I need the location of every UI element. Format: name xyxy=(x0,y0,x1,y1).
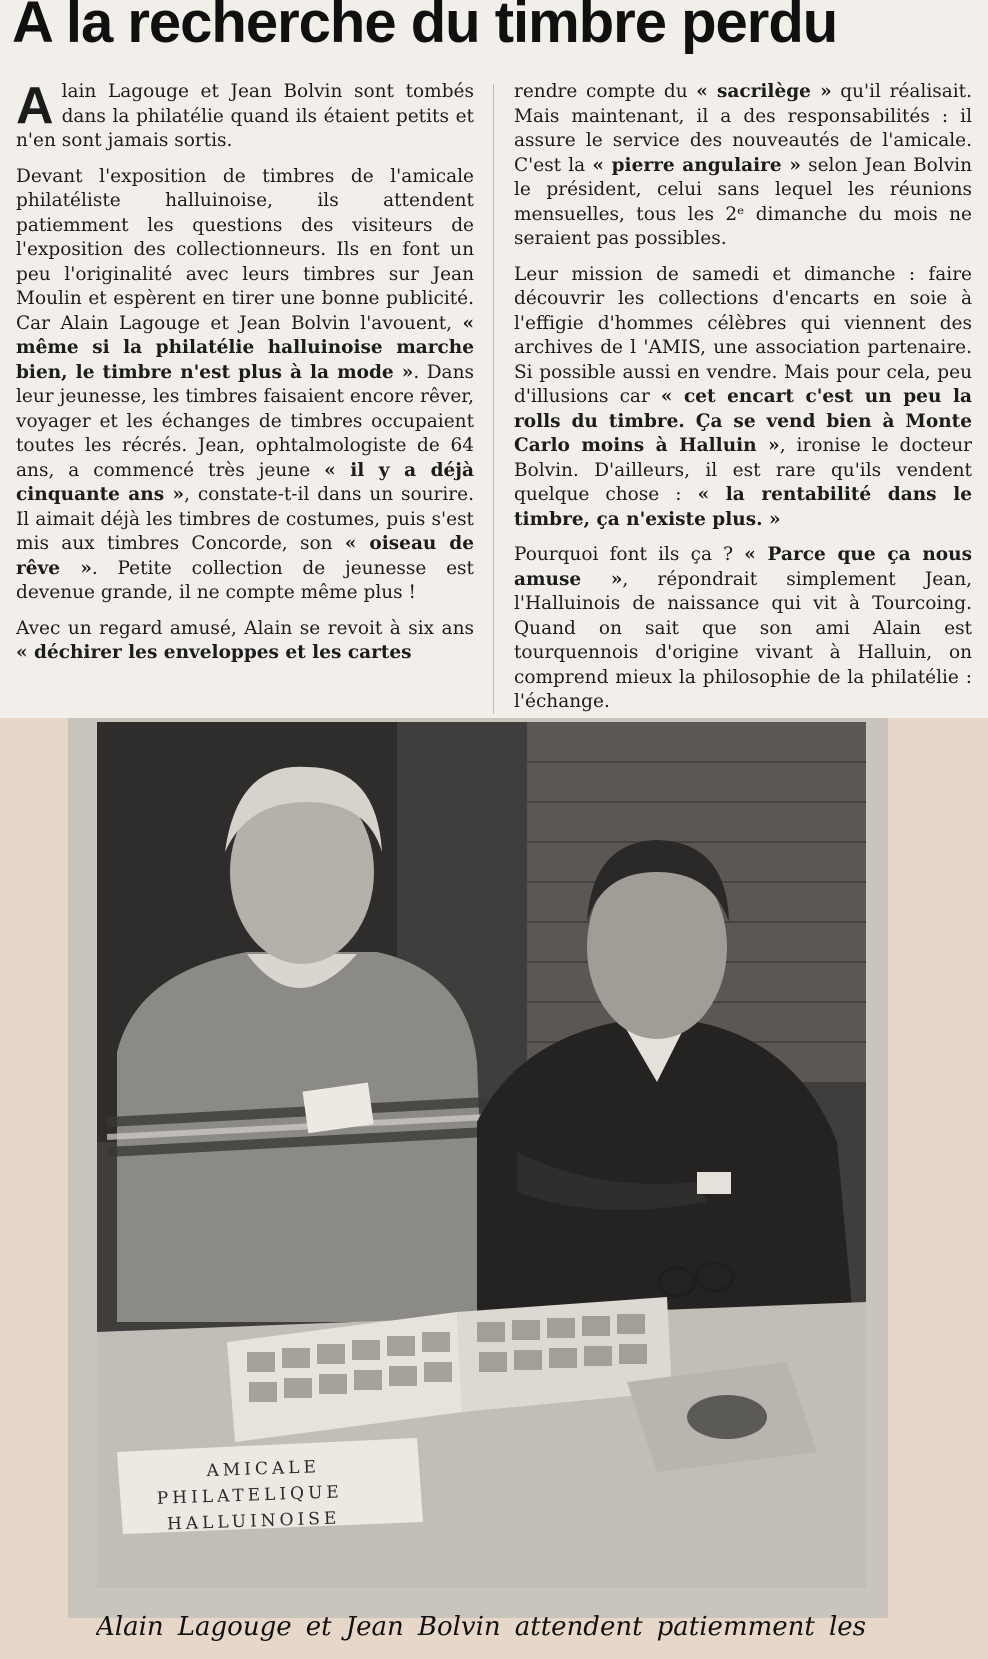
column-divider xyxy=(493,84,494,714)
quote-text: « Parce que ça nous amuse » xyxy=(514,544,972,590)
text-run: qu'il réalisait. Mais maintenant, il a des responsabilités : il assure le service des nouveautés de l'amicale. C'est la xyxy=(514,81,972,176)
paragraph-6 xyxy=(514,543,972,715)
article-headline: A la recherche du timbre perdu xyxy=(12,0,838,55)
text-run: , répondrait simplement Jean, l'Halluinois de naissance qui vit à Tourcoing. Quand on sait que son ami Alain est tourquennois d'origine vivant à Halluin, on comprend mieux la philosophie de la philatélie : l'échange. xyxy=(514,568,973,712)
paragraph-1-text: lain Lagouge et Jean Bolvin sont tombés dans la philatélie quand ils étaient petits et n'en sont jamais sortis. xyxy=(16,81,474,151)
article-column-left xyxy=(16,77,474,677)
quote-text: « pierre angulaire » xyxy=(592,154,801,176)
quote-text: « il y a déjà cinquante ans » xyxy=(16,459,474,505)
article-photo xyxy=(97,722,866,1588)
photo-illustration xyxy=(97,722,866,1588)
sign-line-1: AMICALE xyxy=(206,1457,321,1482)
article-column-right xyxy=(514,80,972,718)
paragraph-4 xyxy=(514,80,972,252)
quote-text: « oiseau de rêve » xyxy=(16,533,474,579)
text-run: Devant l'exposition de timbres de l'amicale philatéliste halluinoise, ils attendent patiemment les questions des visiteurs de l'exposition des collectionneurs. Ils en font un peu l'originalité avec leurs timbres sur Jean Moulin et espèrent en tirer une bonne publicité. Car Alain Lagouge et Jean Bolvin l'avouent, xyxy=(16,165,474,334)
quote-text: « même si la philatélie halluinoise marche bien, le timbre n'est plus à la mode » xyxy=(16,312,474,383)
text-run: . Petite collection de jeunesse est devenue grande, il ne compte même plus ! xyxy=(16,557,474,603)
photo-caption: Alain Lagouge et Jean Bolvin attendent patiemment les xyxy=(96,1612,866,1642)
quote-text: « sacrilège » xyxy=(696,81,832,102)
sign-line-2: PHILATELIQUE xyxy=(156,1482,344,1509)
sign-line-3: HALLUINOISE xyxy=(166,1508,341,1535)
quote-text: « cet encart c'est un peu la rolls du timbre. Ça se vend bien à Monte Carlo moins à Halluin » xyxy=(514,386,972,456)
text-run: , constate-t-il dans un sourire. Il aimait déjà les timbres de costumes, puis s'est mis aux timbres Concorde, son xyxy=(16,484,474,554)
paragraph-3 xyxy=(16,617,474,666)
drop-cap: A xyxy=(16,77,54,135)
paragraph-1 xyxy=(16,77,474,154)
text-run: . Dans leur jeunesse, les timbres faisaient encore rêver, voyager et les échanges de timbres occupaient toutes les récrés. Jean, ophtalmologiste de 64 ans, a commencé très jeune xyxy=(16,361,474,481)
paragraph-5 xyxy=(514,263,972,533)
text-run: rendre compte du xyxy=(514,81,697,102)
text-run: Leur mission de samedi et dimanche : faire découvrir les collections d'encarts en soie à l'effigie d'hommes célèbres qui viennent des archives de l 'AMIS, une association partenaire. Si possible aussi en vendre. Mais pour cela, peu d'illusions car xyxy=(514,263,972,407)
quote-text: « la rentabilité dans le timbre, ça n'existe plus. » xyxy=(514,484,972,530)
text-run: Pourquoi font ils ça ? xyxy=(514,544,745,565)
text-run: selon Jean Bolvin le président, celui sans lequel les réunions mensuelles, tous les 2ᵉ dimanche du mois ne seraient pas possibles. xyxy=(514,154,973,249)
text-run: , ironise le docteur Bolvin. D'ailleurs, il est rare qu'ils vendent quelque chose : xyxy=(514,435,972,505)
paragraph-2 xyxy=(16,165,474,606)
quote-text: « déchirer les enveloppes et les cartes xyxy=(16,642,412,663)
text-run: Avec un regard amusé, Alain se revoit à six ans xyxy=(16,617,474,639)
newspaper-clipping xyxy=(0,0,988,718)
